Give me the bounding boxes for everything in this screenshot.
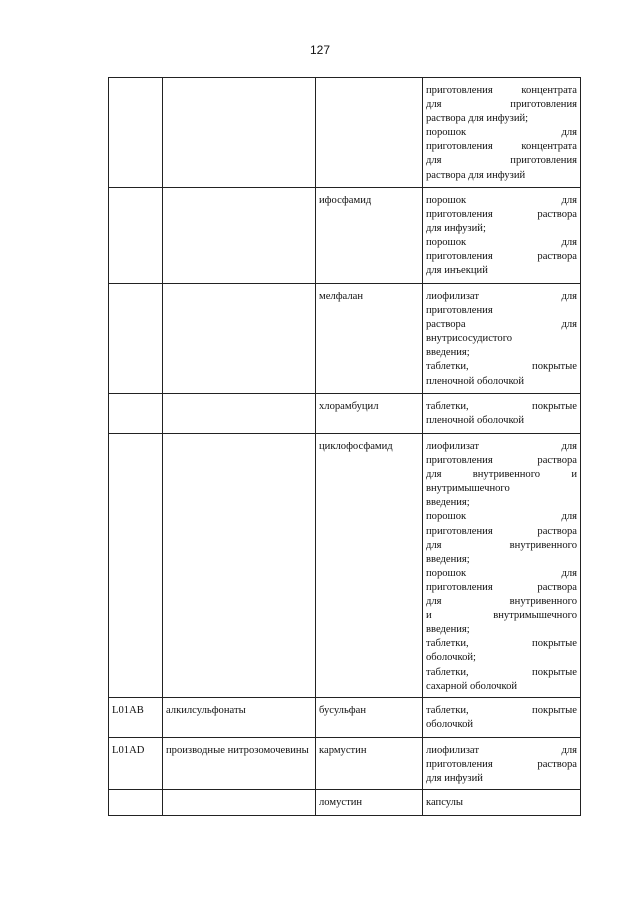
dosage-form-line: для инфузий: [426, 773, 483, 785]
dosage-form-line: раствора для инфузий: [426, 169, 526, 181]
atc-code-cell: L01AD: [109, 738, 163, 790]
atc-code-cell: [109, 188, 163, 284]
atc-code-cell: [109, 394, 163, 434]
dosage-form-line: и внутримышечного: [426, 610, 577, 622]
dosage-form-line: приготовления концентрата: [426, 85, 577, 96]
table-row: [109, 78, 581, 188]
drug-name-cell: ифосфамид: [316, 188, 423, 284]
atc-code-cell: [109, 78, 163, 188]
dosage-form-line: приготовления раствора: [426, 525, 577, 537]
atc-code-cell: L01AB: [109, 698, 163, 738]
drug-table: [108, 77, 581, 816]
dosage-form-line: введения;: [426, 553, 470, 565]
dosage-form-line: пленочной оболочкой: [426, 415, 525, 427]
dosage-form-line: капсулы: [426, 797, 464, 809]
drug-name-cell: [316, 78, 423, 188]
dosage-form-line: для внутривенного: [426, 539, 577, 551]
anatomical-group-cell: [163, 434, 316, 698]
anatomical-group-cell: [163, 394, 316, 434]
drug-name-cell: бусульфан: [316, 698, 423, 738]
dosage-form-line: введения;: [426, 497, 470, 509]
dosage-form-line: введения;: [426, 347, 470, 359]
table-row: [109, 738, 581, 790]
dosage-form-line: порошок для: [426, 195, 577, 206]
dosage-form-line: для приготовления: [426, 155, 577, 167]
dosage-form-line: приготовления раствора: [426, 455, 577, 467]
dosage-form-line: для внутривенного: [426, 596, 577, 608]
anatomical-group-cell: [163, 78, 316, 188]
dosage-form-cell: [423, 790, 581, 816]
dosage-form-cell: [423, 188, 581, 284]
dosage-form-cell: [423, 284, 581, 394]
dosage-form-line: порошок для: [426, 567, 577, 579]
dosage-form-line: лиофилизат для: [426, 291, 577, 302]
dosage-form-line: порошок для: [426, 237, 577, 249]
table-row: [109, 188, 581, 284]
dosage-form-line: таблетки, покрытые: [426, 361, 577, 373]
dosage-form-line: лиофилизат для: [426, 441, 577, 452]
dosage-form-line: приготовления раствора: [426, 581, 577, 593]
dosage-form-line: приготовления раствора: [426, 759, 577, 771]
dosage-form-cell: [423, 434, 581, 698]
dosage-form-line: для инъекций: [426, 265, 488, 277]
table-row: [109, 434, 581, 698]
drug-name-cell: кармустин: [316, 738, 423, 790]
dosage-form-line: пленочной оболочкой: [426, 375, 525, 387]
dosage-form-cell: [423, 738, 581, 790]
atc-code-cell: [109, 790, 163, 816]
dosage-form-line: внутримышечного: [426, 483, 510, 495]
dosage-form-line: приготовления: [426, 305, 493, 317]
dosage-form-line: для внутривенного и: [426, 469, 577, 481]
dosage-form-line: внутрисосудистого: [426, 333, 513, 345]
dosage-form-line: лиофилизат для: [426, 745, 577, 756]
dosage-form-line: приготовления раствора: [426, 251, 577, 263]
dosage-form-line: для инфузий;: [426, 223, 486, 235]
dosage-form-cell: [423, 78, 581, 188]
dosage-form-line: порошок для: [426, 511, 577, 523]
dosage-form-line: таблетки, покрытые: [426, 638, 577, 650]
anatomical-group-cell: [163, 188, 316, 284]
table-row: [109, 698, 581, 738]
dosage-form-line: приготовления концентрата: [426, 141, 577, 153]
dosage-form-line: раствора для инфузий;: [426, 113, 529, 125]
drug-name-cell: хлорамбуцил: [316, 394, 423, 434]
dosage-form-line: оболочкой;: [426, 652, 476, 664]
dosage-form-line: введения;: [426, 624, 470, 636]
drug-name-cell: мелфалан: [316, 284, 423, 394]
drug-name-cell: ломустин: [316, 790, 423, 816]
dosage-form-line: таблетки, покрытые: [426, 666, 577, 678]
drug-name-cell: циклофосфамид: [316, 434, 423, 698]
table-row: [109, 284, 581, 394]
dosage-form-line: таблетки, покрытые: [426, 705, 577, 716]
anatomical-group-cell: [163, 284, 316, 394]
anatomical-group-cell: [163, 790, 316, 816]
dosage-form-line: раствора для: [426, 319, 577, 331]
table-row: [109, 790, 581, 816]
anatomical-group-cell: алкилсульфонаты: [163, 698, 316, 738]
dosage-form-cell: [423, 698, 581, 738]
atc-code-cell: [109, 434, 163, 698]
dosage-form-line: порошок для: [426, 127, 577, 139]
table-row: [109, 394, 581, 434]
dosage-form-line: для приготовления: [426, 99, 577, 111]
table-body: [109, 78, 581, 816]
page-number: 127: [309, 43, 331, 57]
anatomical-group-cell: производные нитрозомочевины: [163, 738, 316, 790]
dosage-form-line: таблетки, покрытые: [426, 401, 577, 412]
atc-code-cell: [109, 284, 163, 394]
dosage-form-line: сахарной оболочкой: [426, 680, 518, 692]
dosage-form-cell: [423, 394, 581, 434]
dosage-form-line: приготовления раствора: [426, 209, 577, 221]
dosage-form-line: оболочкой: [426, 719, 474, 731]
